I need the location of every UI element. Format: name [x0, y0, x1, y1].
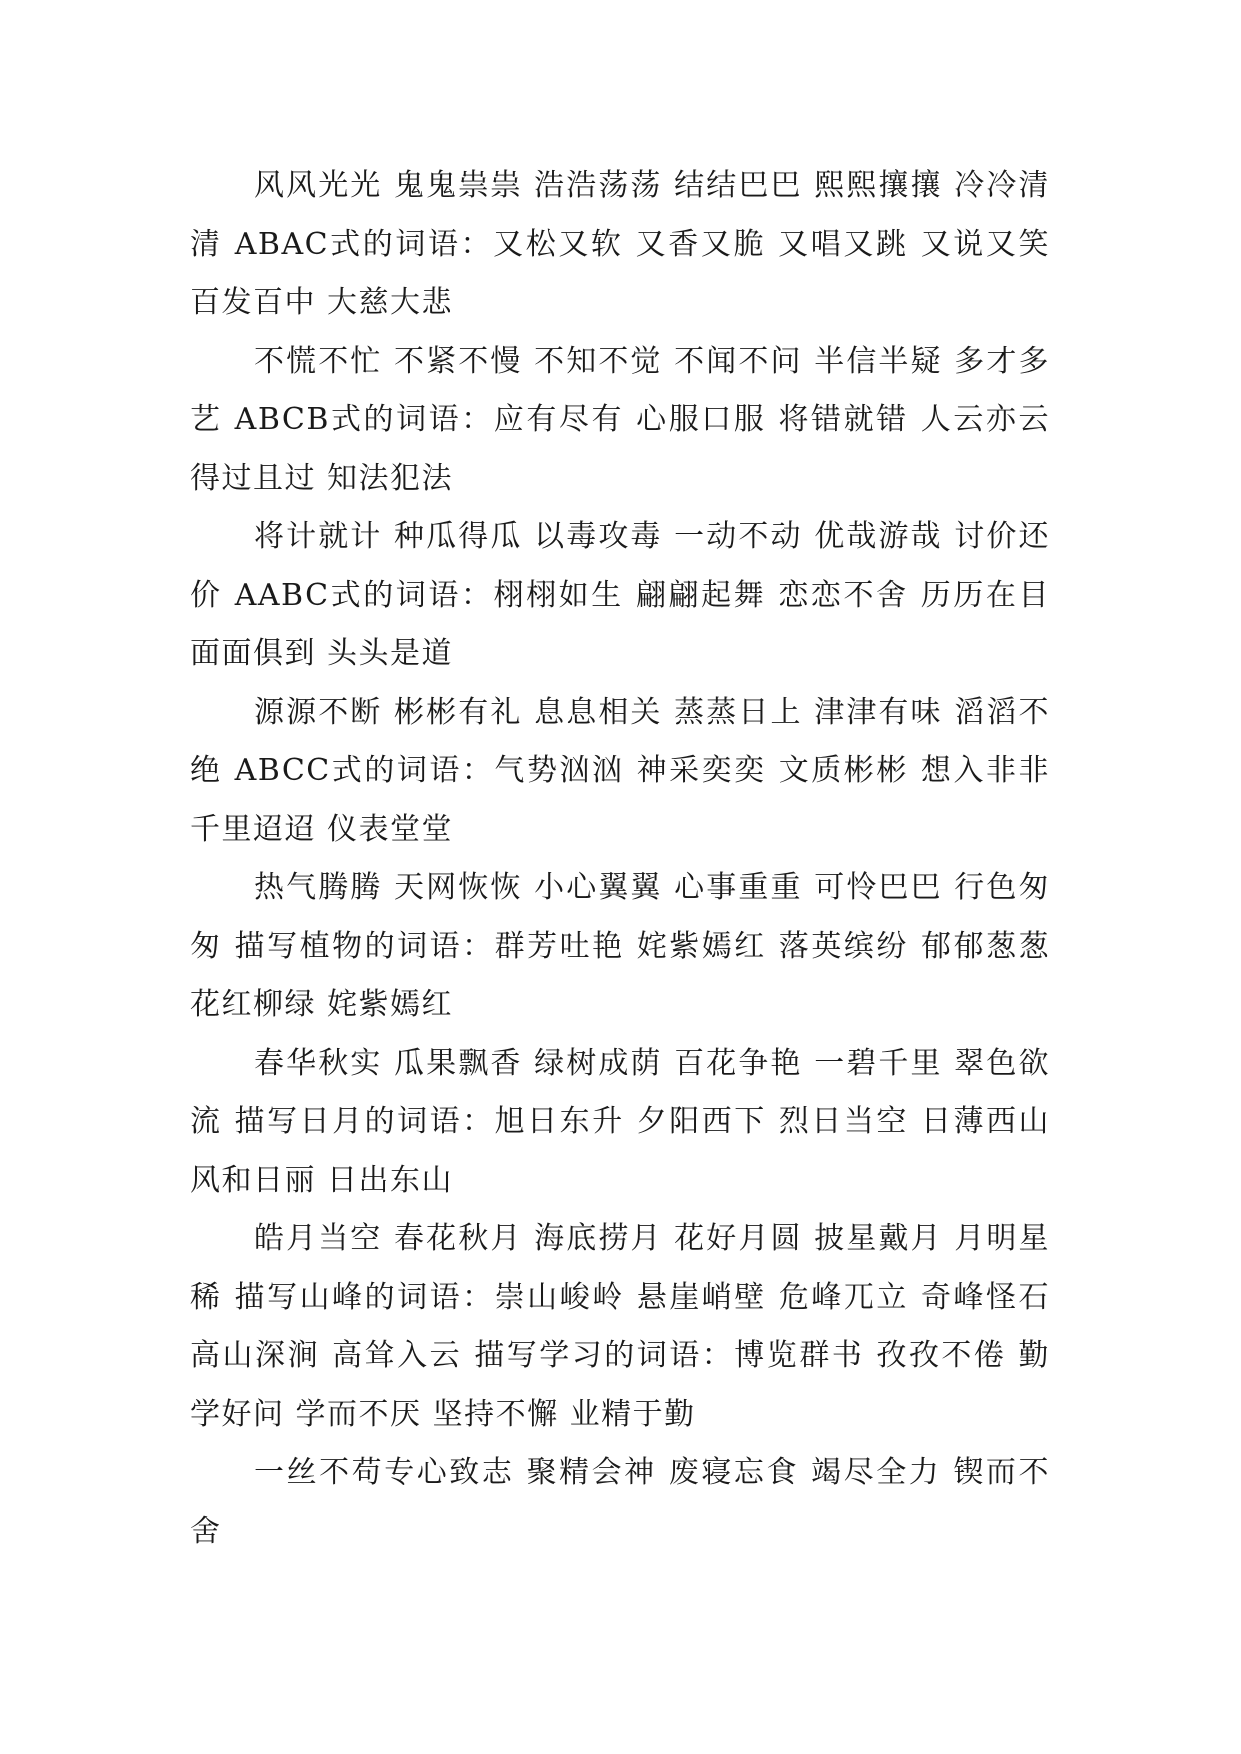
paragraph: 热气腾腾 天网恢恢 小心翼翼 心事重重 可怜巴巴 行色匆匆 描写植物的词语：群芳吐艳 姹紫嫣红 落英缤纷 郁郁葱葱 花红柳绿 姹紫嫣红: [190, 870, 1050, 1022]
paragraph: 将计就计 种瓜得瓜 以毒攻毒 一动不动 优哉游哉 讨价还价 AABC式的词语：栩栩如生 翩翩起舞 恋恋不舍 历历在目 面面俱到 头头是道: [190, 519, 1050, 671]
paragraph: 源源不断 彬彬有礼 息息相关 蒸蒸日上 津津有味 滔滔不绝 ABCC式的词语：气势汹汹 神采奕奕 文质彬彬 想入非非 千里迢迢 仪表堂堂: [190, 694, 1050, 847]
paragraph: 风风光光 鬼鬼祟祟 浩浩荡荡 结结巴巴 熙熙攘攘 冷冷清清 ABAC式的词语：又松又软 又香又脆 又唱又跳 又说又笑 百发百中 大慈大悲: [190, 168, 1050, 320]
document-body: [190, 157, 1050, 1561]
paragraph: 不慌不忙 不紧不慢 不知不觉 不闻不问 半信半疑 多才多艺 ABCB式的词语：应有尽有 心服口服 将错就错 人云亦云 得过且过 知法犯法: [190, 343, 1050, 496]
paragraph: 一丝不苟专心致志 聚精会神 废寝忘食 竭尽全力 锲而不舍: [190, 1455, 1050, 1549]
paragraph: 春华秋实 瓜果飘香 绿树成荫 百花争艳 一碧千里 翠色欲流 描写日月的词语：旭日东升 夕阳西下 烈日当空 日薄西山 风和日丽 日出东山: [190, 1045, 1050, 1198]
paragraph: 皓月当空 春花秋月 海底捞月 花好月圆 披星戴月 月明星稀 描写山峰的词语：崇山峻岭 悬崖峭壁 危峰兀立 奇峰怪石 高山深涧 高耸入云 描写学习的词语：博览群书 孜孜不倦 勤学好问 学而不厌 坚持不懈 业精于勤: [190, 1221, 1050, 1432]
